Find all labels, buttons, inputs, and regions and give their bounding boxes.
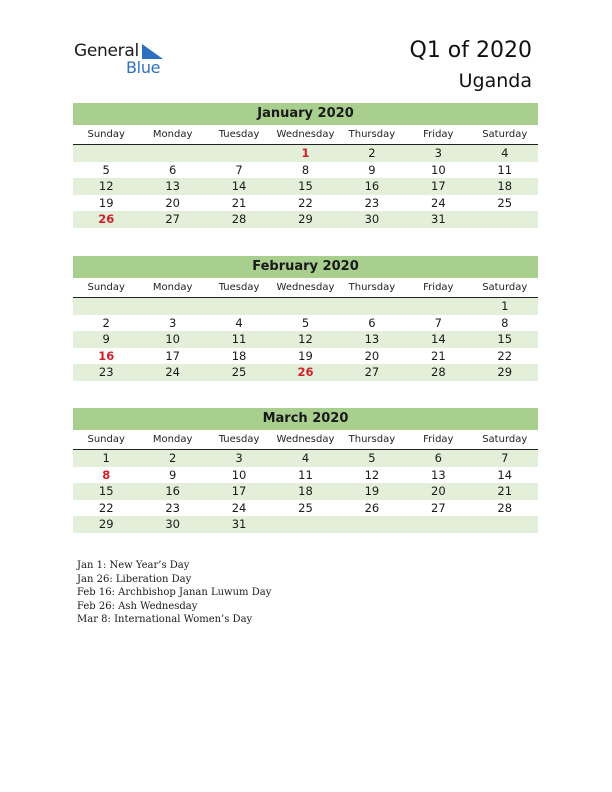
date-cell: 22 bbox=[98, 500, 114, 515]
date-cell: 12 bbox=[98, 179, 114, 193]
date-cell: 21 bbox=[497, 484, 513, 498]
weekday-label: Sunday bbox=[87, 282, 125, 293]
date-cell: 27 bbox=[431, 500, 446, 515]
date-cell: 28 bbox=[431, 365, 446, 379]
date-cell: 29 bbox=[298, 212, 313, 226]
weekday-header-row bbox=[73, 430, 538, 450]
date-cell: 10 bbox=[165, 332, 180, 346]
date-cell: 30 bbox=[364, 212, 380, 226]
week-row bbox=[73, 211, 538, 228]
page-subtitle: Uganda bbox=[458, 70, 532, 92]
holiday-note: Feb 16: Archbishop Janan Luwum Day bbox=[77, 587, 272, 598]
date-cell: 9 bbox=[368, 162, 376, 177]
holiday-date-cell: 8 bbox=[102, 467, 111, 482]
date-cell: 9 bbox=[102, 332, 110, 346]
week-row bbox=[73, 364, 538, 381]
week-row bbox=[73, 162, 538, 179]
holiday-date-cell: 26 bbox=[297, 365, 314, 379]
date-cell: 8 bbox=[301, 162, 310, 177]
date-cell: 27 bbox=[364, 365, 380, 379]
date-cell: 2 bbox=[168, 451, 177, 465]
week-row bbox=[73, 178, 538, 195]
date-cell: 1 bbox=[501, 299, 509, 313]
weekday-label: Tuesday bbox=[218, 282, 260, 293]
week-row bbox=[73, 331, 538, 348]
date-cell: 5 bbox=[102, 162, 110, 177]
week-row bbox=[73, 298, 538, 315]
date-cell: 14 bbox=[497, 467, 513, 482]
date-cell: 15 bbox=[298, 179, 313, 193]
date-cell: 29 bbox=[497, 365, 513, 379]
date-cell: 17 bbox=[431, 179, 446, 193]
weekday-label: Saturday bbox=[482, 282, 528, 293]
date-cell bbox=[73, 145, 139, 162]
weekday-label: Thursday bbox=[348, 434, 396, 445]
date-cell: 2 bbox=[368, 146, 376, 160]
holiday-notes bbox=[77, 559, 271, 627]
date-cell bbox=[339, 516, 405, 533]
week-row bbox=[73, 516, 538, 533]
date-cell bbox=[206, 145, 272, 162]
date-cell bbox=[206, 298, 272, 315]
date-cell: 28 bbox=[231, 212, 247, 226]
week-row bbox=[73, 145, 538, 162]
date-cell: 3 bbox=[235, 451, 243, 465]
date-cell: 26 bbox=[364, 500, 380, 515]
date-cell: 23 bbox=[364, 195, 380, 210]
date-cell: 11 bbox=[497, 162, 513, 177]
date-cell: 16 bbox=[364, 179, 380, 193]
month-title: March 2020 bbox=[73, 408, 538, 430]
date-cell: 8 bbox=[501, 315, 509, 330]
date-cell: 13 bbox=[431, 467, 446, 482]
weekday-header-row bbox=[73, 278, 538, 298]
date-cell: 12 bbox=[298, 332, 313, 346]
date-cell: 20 bbox=[431, 484, 446, 498]
date-cell: 24 bbox=[231, 500, 247, 515]
date-cell: 24 bbox=[431, 195, 446, 210]
date-cell: 18 bbox=[497, 179, 513, 193]
date-cell: 12 bbox=[364, 467, 380, 482]
date-cell: 22 bbox=[497, 348, 513, 363]
date-cell: 3 bbox=[168, 315, 177, 330]
week-row bbox=[73, 500, 538, 517]
date-cell: 11 bbox=[231, 332, 247, 346]
page-title: Q1 of 2020 bbox=[409, 38, 532, 63]
week-row bbox=[73, 450, 538, 467]
date-cell: 4 bbox=[235, 315, 243, 330]
date-cell: 6 bbox=[168, 162, 177, 177]
date-cell: 23 bbox=[165, 500, 180, 515]
date-cell: 24 bbox=[165, 365, 180, 379]
date-cell: 16 bbox=[165, 484, 180, 498]
month-weeks bbox=[73, 298, 538, 381]
date-cell: 17 bbox=[231, 484, 247, 498]
date-cell: 18 bbox=[298, 484, 313, 498]
date-cell: 25 bbox=[497, 195, 513, 210]
date-cell: 3 bbox=[434, 146, 442, 160]
date-cell: 7 bbox=[235, 162, 243, 177]
date-cell: 13 bbox=[165, 179, 180, 193]
date-cell bbox=[272, 298, 338, 315]
date-cell: 31 bbox=[231, 517, 247, 531]
date-cell bbox=[405, 298, 471, 315]
weekday-label: Sunday bbox=[87, 129, 125, 140]
date-cell bbox=[339, 298, 405, 315]
date-cell: 14 bbox=[431, 332, 446, 346]
week-row bbox=[73, 467, 538, 484]
weekday-label: Wednesday bbox=[276, 434, 335, 445]
date-cell: 20 bbox=[165, 195, 180, 210]
month-title: January 2020 bbox=[73, 103, 538, 125]
date-cell: 4 bbox=[301, 451, 310, 465]
holiday-date-cell: 1 bbox=[301, 146, 310, 160]
date-cell: 5 bbox=[368, 451, 376, 465]
month-february bbox=[73, 256, 538, 381]
date-cell: 27 bbox=[165, 212, 180, 226]
weekday-label: Monday bbox=[152, 282, 193, 293]
date-cell: 15 bbox=[497, 332, 513, 346]
week-row bbox=[73, 195, 538, 212]
date-cell: 4 bbox=[501, 146, 509, 160]
date-cell: 29 bbox=[98, 517, 114, 531]
weekday-label: Tuesday bbox=[218, 434, 260, 445]
weekday-label: Wednesday bbox=[276, 129, 335, 140]
weekday-label: Friday bbox=[423, 282, 454, 293]
weekday-label: Friday bbox=[423, 434, 454, 445]
date-cell: 7 bbox=[501, 451, 509, 465]
date-cell bbox=[472, 211, 538, 228]
date-cell: 19 bbox=[98, 195, 114, 210]
date-cell: 11 bbox=[298, 467, 313, 482]
date-cell: 2 bbox=[102, 315, 110, 330]
week-row bbox=[73, 315, 538, 332]
holiday-note: Jan 26: Liberation Day bbox=[77, 573, 192, 585]
date-cell: 25 bbox=[298, 500, 313, 515]
holiday-note: Jan 1: New Year’s Day bbox=[77, 560, 190, 571]
date-cell: 31 bbox=[431, 212, 446, 226]
date-cell: 7 bbox=[434, 315, 442, 330]
weekday-label: Monday bbox=[152, 434, 193, 445]
weekday-label: Saturday bbox=[482, 434, 528, 445]
weekday-label: Monday bbox=[152, 129, 193, 140]
weekday-label: Sunday bbox=[87, 434, 125, 445]
date-cell: 22 bbox=[298, 195, 313, 210]
date-cell: 19 bbox=[298, 348, 313, 363]
logo-text-general: General bbox=[74, 41, 139, 61]
holiday-note: Mar 8: International Women’s Day bbox=[77, 614, 253, 625]
weekday-label: Friday bbox=[423, 129, 454, 140]
date-cell bbox=[139, 298, 205, 315]
weekday-label: Thursday bbox=[348, 129, 396, 140]
week-row bbox=[73, 483, 538, 500]
date-cell bbox=[472, 516, 538, 533]
date-cell: 25 bbox=[231, 365, 247, 379]
date-cell: 10 bbox=[231, 467, 247, 482]
date-cell bbox=[139, 145, 205, 162]
date-cell bbox=[405, 516, 471, 533]
month-weeks bbox=[73, 450, 538, 533]
date-cell: 21 bbox=[431, 348, 446, 363]
date-cell: 20 bbox=[364, 348, 380, 363]
date-cell: 6 bbox=[368, 315, 376, 330]
date-cell: 5 bbox=[301, 315, 310, 330]
month-weeks bbox=[73, 145, 538, 228]
date-cell: 9 bbox=[168, 467, 177, 482]
date-cell: 19 bbox=[364, 484, 380, 498]
date-cell: 17 bbox=[165, 348, 180, 363]
date-cell: 28 bbox=[497, 500, 513, 515]
logo bbox=[74, 41, 184, 81]
date-cell: 14 bbox=[231, 179, 247, 193]
date-cell: 18 bbox=[231, 348, 247, 363]
month-january bbox=[73, 103, 538, 228]
week-row bbox=[73, 348, 538, 365]
date-cell bbox=[272, 516, 338, 533]
date-cell: 1 bbox=[102, 451, 110, 465]
holiday-date-cell: 26 bbox=[98, 212, 115, 226]
date-cell bbox=[73, 298, 139, 315]
date-cell: 15 bbox=[98, 484, 114, 498]
date-cell: 21 bbox=[231, 195, 247, 210]
weekday-header-row bbox=[73, 125, 538, 145]
logo-text-blue: Blue bbox=[126, 58, 161, 77]
date-cell: 30 bbox=[165, 517, 180, 531]
date-cell: 6 bbox=[434, 451, 442, 465]
weekday-label: Tuesday bbox=[218, 129, 260, 140]
date-cell: 13 bbox=[364, 332, 380, 346]
weekday-label: Wednesday bbox=[276, 282, 335, 293]
month-title: February 2020 bbox=[73, 256, 538, 278]
date-cell: 23 bbox=[98, 365, 114, 379]
weekday-label: Thursday bbox=[348, 282, 396, 293]
holiday-date-cell: 16 bbox=[98, 348, 115, 363]
month-march bbox=[73, 408, 538, 533]
weekday-label: Saturday bbox=[482, 129, 528, 140]
date-cell: 10 bbox=[431, 162, 446, 177]
holiday-note: Feb 26: Ash Wednesday bbox=[77, 600, 198, 612]
